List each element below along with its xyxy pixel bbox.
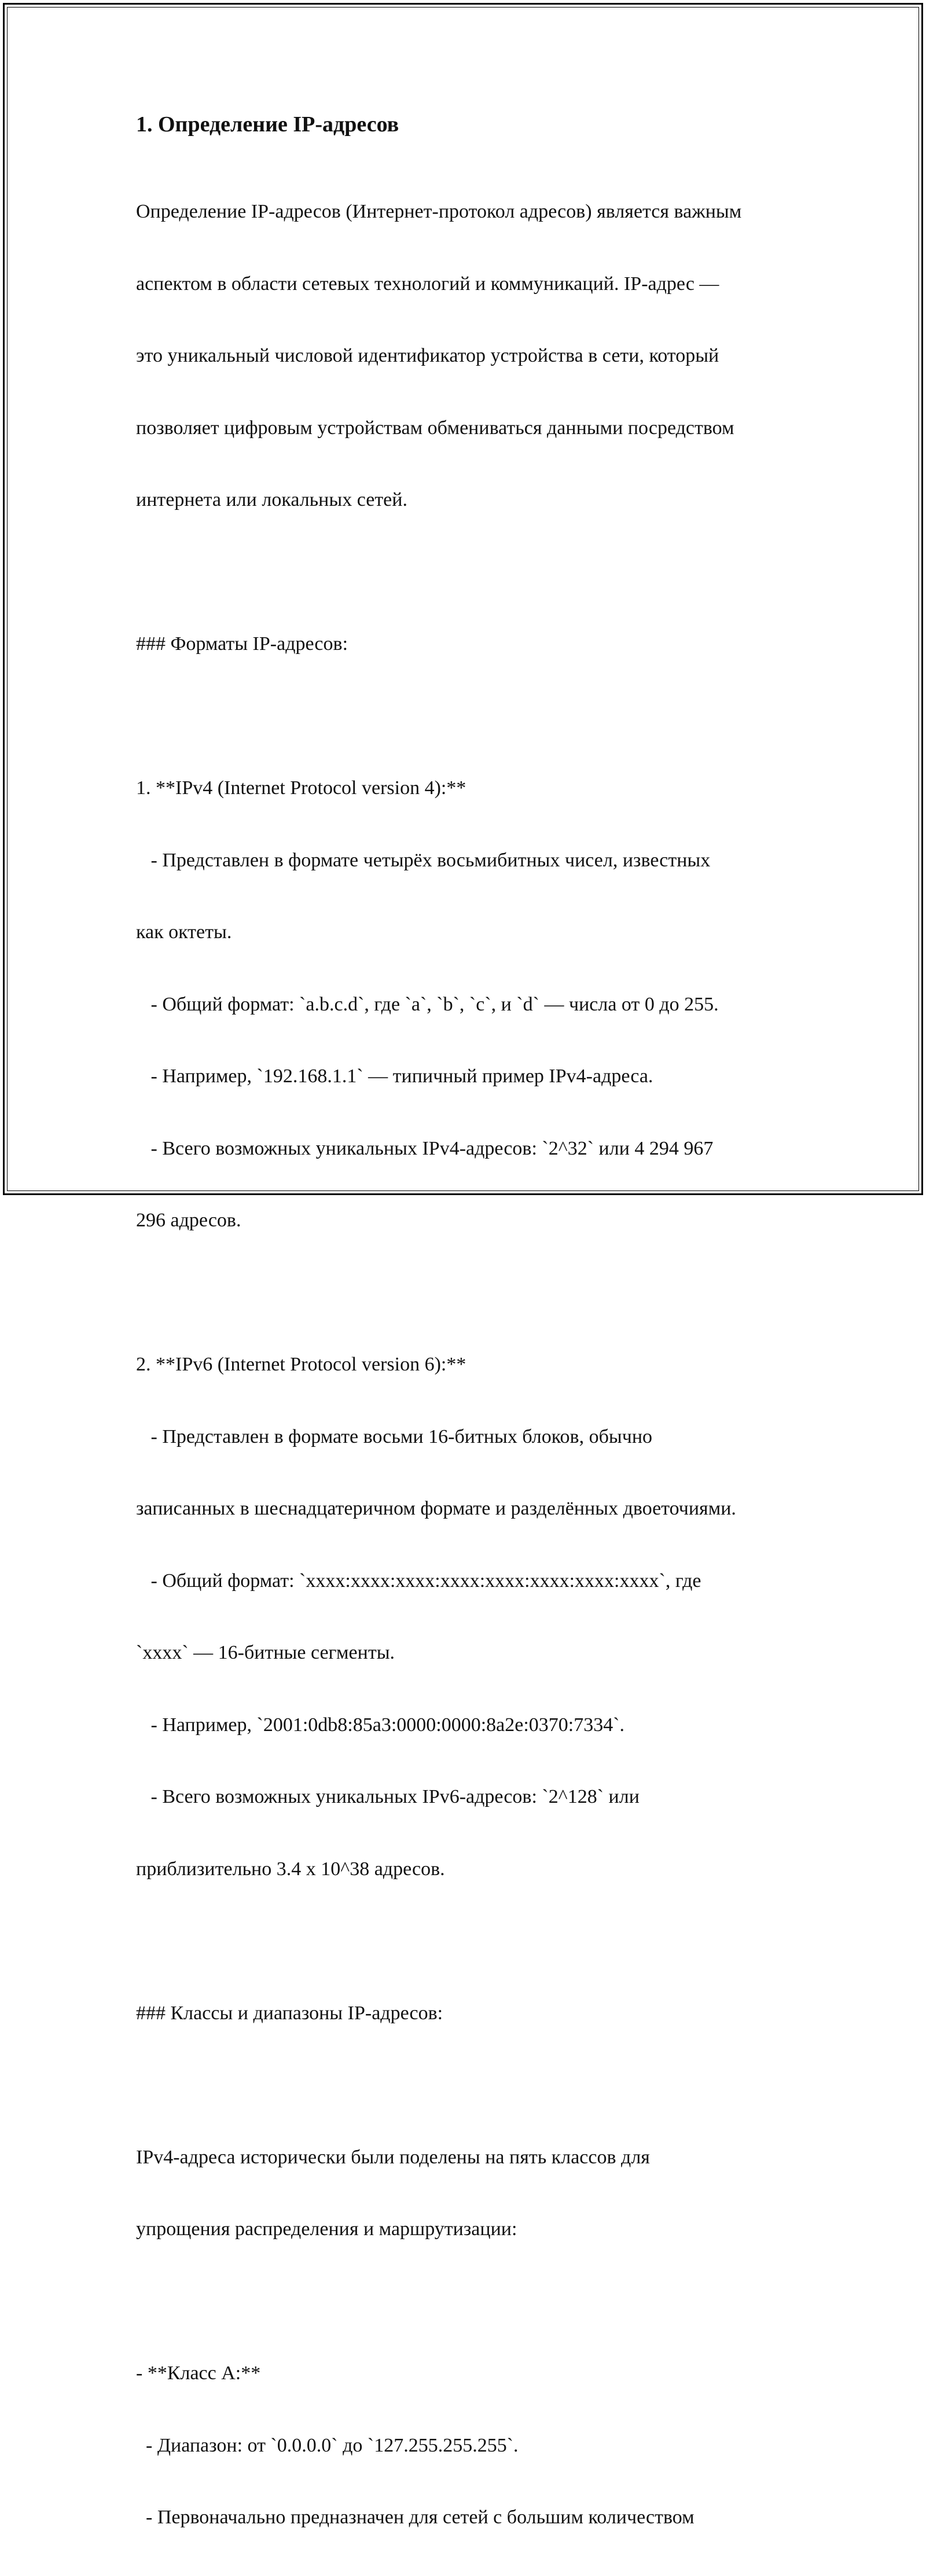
text-line: - Диапазон: от `0.0.0.0` до `127.255.255.255`. bbox=[136, 2434, 519, 2456]
blank-line bbox=[136, 2071, 813, 2100]
text-line: 296 адресов. bbox=[136, 1210, 241, 1231]
document-title: 1. Определение IP-адресов bbox=[136, 112, 399, 137]
text-line: - Например, `192.168.1.1` — типичный пример IPv4-адреса. bbox=[136, 1065, 653, 1087]
blank-line bbox=[136, 558, 813, 587]
text-line: - Всего возможных уникальных IPv6-адресов: `2^128` или bbox=[136, 1786, 640, 1807]
text-line: аспектом в области сетевых технологий и коммуникаций. IP-адрес — bbox=[136, 273, 719, 295]
section-heading-classes: ### Классы и диапазоны IP-адресов: bbox=[136, 2002, 443, 2024]
text-line: упрощения распределения и маршрутизации: bbox=[136, 2218, 517, 2240]
text-line: IPv4-адреса исторически были поделены на пять классов для bbox=[136, 2146, 650, 2168]
text-line: приблизительно 3.4 x 10^38 адресов. bbox=[136, 1858, 445, 1880]
text-line: - Например, `2001:0db8:85a3:0000:0000:8a2e:0370:7334`. bbox=[136, 1714, 625, 1736]
list-item-class-a: - **Класс A:** bbox=[136, 2362, 261, 2384]
text-line: - Общий формат: `xxxx:xxxx:xxxx:xxxx:xxxx:xxxx:xxxx:xxxx`, где bbox=[136, 1570, 701, 1592]
blank-line bbox=[136, 2288, 813, 2316]
document-text bbox=[136, 154, 813, 2576]
text-line: как октеты. bbox=[136, 921, 232, 943]
text-line: интернета или локальных сетей. bbox=[136, 489, 407, 510]
text-line: позволяет цифровым устройствам обмениваться данными посредством bbox=[136, 417, 734, 439]
blank-line bbox=[136, 1279, 813, 1307]
list-item-ipv4: 1. **IPv4 (Internet Protocol version 4):** bbox=[136, 777, 466, 799]
title-spacer bbox=[136, 140, 813, 154]
text-line: - Первоначально предназначен для сетей с большим количеством bbox=[136, 2507, 694, 2528]
text-line: Определение IP-адресов (Интернет-протокол адресов) является важным bbox=[136, 201, 742, 222]
text-line: - Представлен в формате восьми 16-битных блоков, обычно bbox=[136, 1425, 653, 1447]
text-line: - Представлен в формате четырёх восьмибитных чисел, известных bbox=[136, 849, 711, 871]
text-line: - Общий формат: `a.b.c.d`, где `a`, `b`, `c`, и `d` — числа от 0 до 255. bbox=[136, 993, 719, 1015]
document-body bbox=[136, 109, 813, 2576]
text-line: `xxxx` — 16-битные сегменты. bbox=[136, 1642, 395, 1663]
text-line: - Всего возможных уникальных IPv4-адресов: `2^32` или 4 294 967 bbox=[136, 1137, 714, 1159]
text-line: это уникальный числовой идентификатор устройства в сети, который bbox=[136, 345, 719, 366]
list-item-ipv6: 2. **IPv6 (Internet Protocol version 6):** bbox=[136, 1354, 466, 1375]
section-heading-formats: ### Форматы IP-адресов: bbox=[136, 633, 348, 655]
text-line: записанных в шеснадцатеричном формате и разделённых двоеточиями. bbox=[136, 1498, 736, 1519]
blank-line bbox=[136, 703, 813, 731]
blank-line bbox=[136, 1927, 813, 1956]
